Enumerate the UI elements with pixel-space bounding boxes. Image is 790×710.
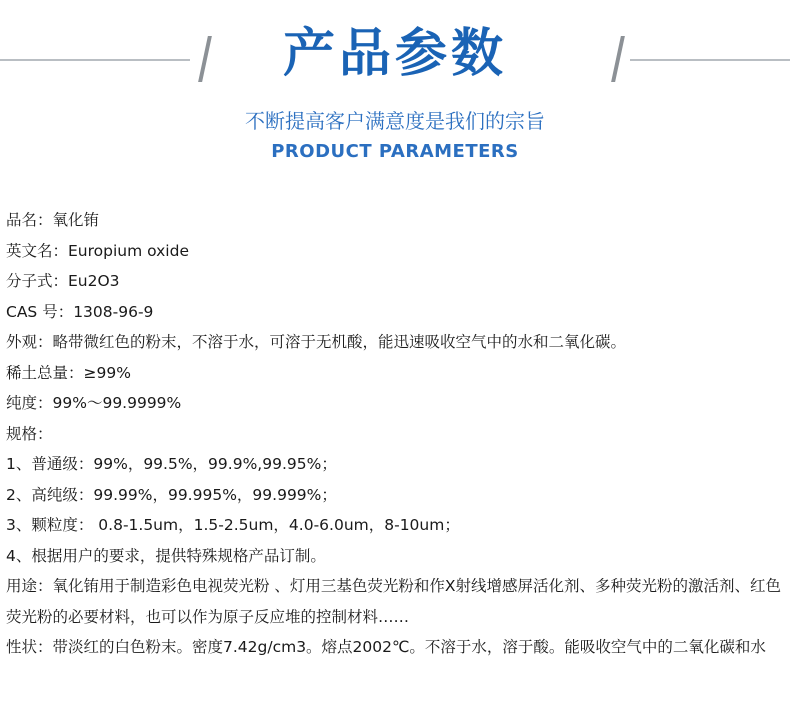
param-molecular-formula: 分子式：Eu2O3 (6, 272, 120, 290)
param-cas-number: CAS 号：1308-96-9 (6, 302, 154, 321)
header-slogan: 不断提高客户满意度是我们的宗旨 (245, 109, 545, 133)
header-subtitle: PRODUCT PARAMETERS (271, 141, 519, 162)
product-parameters (6, 205, 786, 663)
param-spec-particle-size: 3、颗粒度： 0.8-1.5um，1.5-2.5um，4.0-6.0um，8-10um； (6, 516, 460, 534)
page-header (0, 0, 790, 180)
param-total-rare-earth: 稀土总量：≥99% (6, 363, 131, 382)
param-purity: 纯度：99%～99.9999% (6, 394, 182, 412)
param-english-name: 英文名：Europium oxide (6, 241, 189, 260)
param-spec-high-purity-grade: 2、高纯级：99.99%，99.995%，99.999%； (6, 485, 337, 504)
param-properties: 性状：带淡红的白色粉末。密度7.42g/cm3。熔点2002℃。不溶于水，溶于酸。能吸收空气中的二氧化碳和水 (6, 638, 766, 656)
header-divider-right (630, 59, 790, 61)
param-usage: 用途：氧化铕用于制造彩色电视荧光粉 、灯用三基色荧光粉和作X射线增感屏活化剂、多种荧光粉的激活剂、红色荧光粉的必要材料，也可以作为原子反应堆的控制材料…… (6, 577, 782, 626)
param-appearance: 外观：略带微红色的粉末，不溶于水，可溶于无机酸，能迅速吸收空气中的水和二氧化碳。 (6, 333, 627, 351)
param-spec-standard-grade: 1、普通级：99%，99.5%，99.9%,99.95%； (6, 455, 337, 473)
param-specifications-heading: 规格： (6, 424, 53, 443)
param-product-name: 品名：氧化铕 (6, 211, 100, 229)
param-spec-custom: 4、根据用户的要求，提供特殊规格产品订制。 (6, 546, 326, 565)
page-title: 产品参数 (282, 24, 507, 84)
